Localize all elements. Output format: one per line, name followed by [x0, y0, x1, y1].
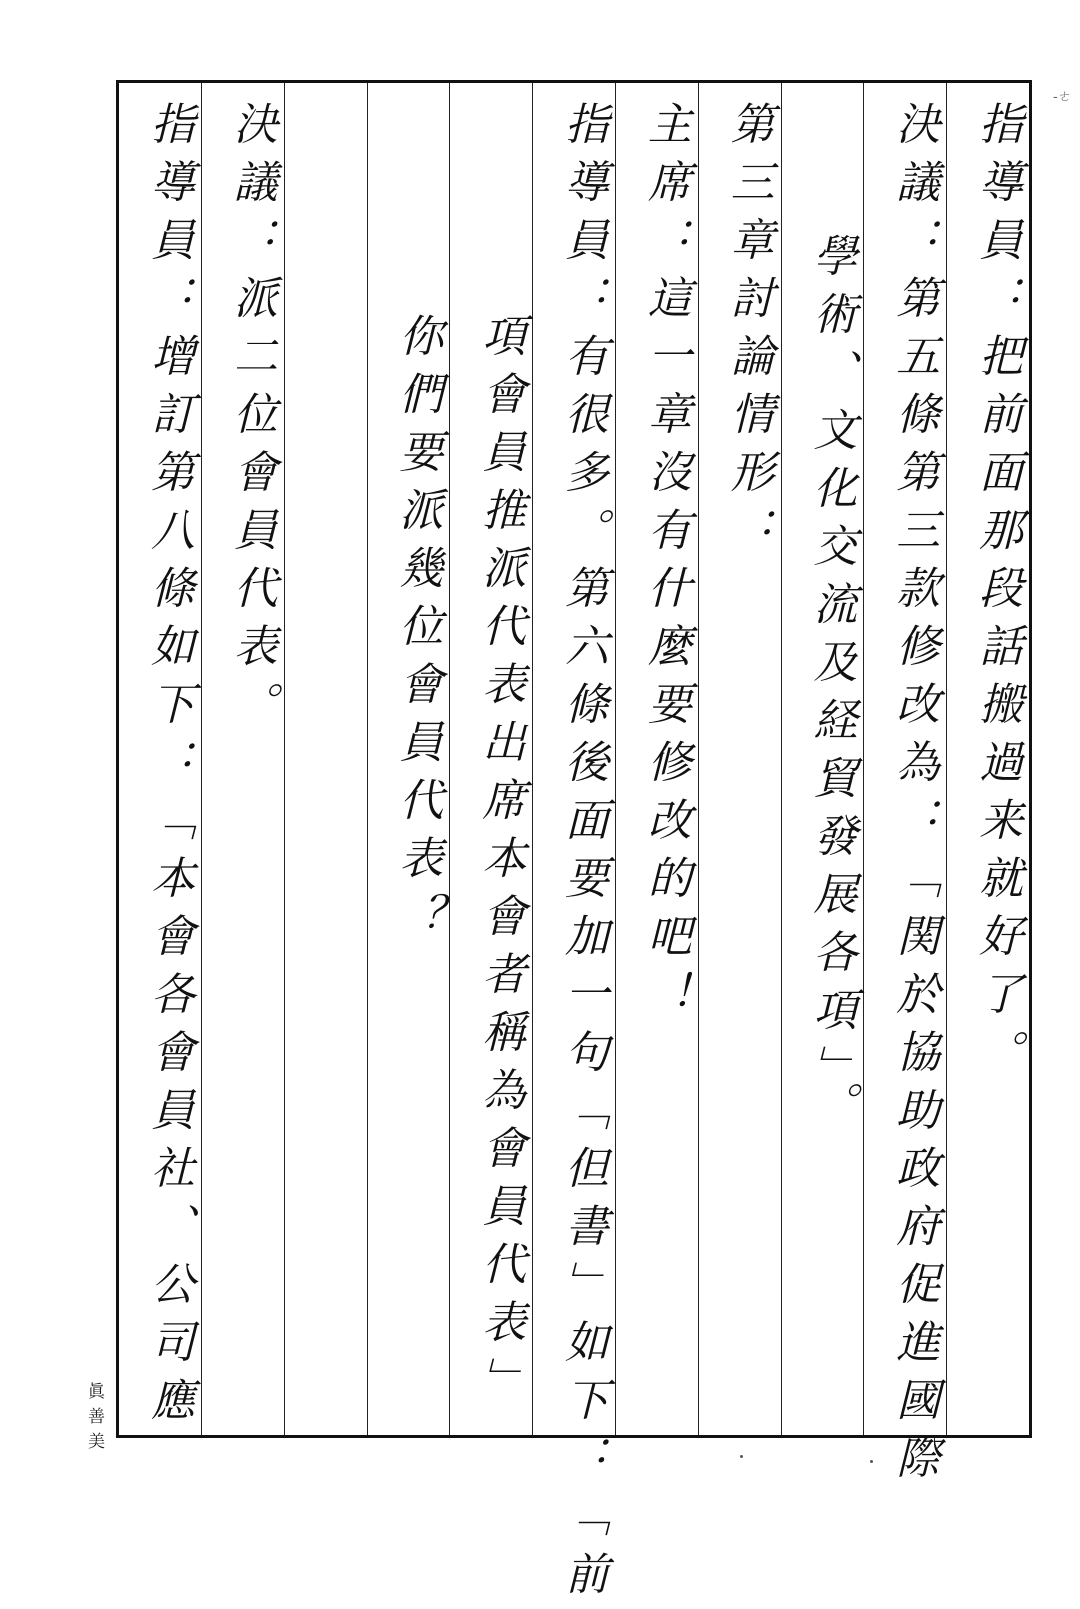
- ink-speck: [740, 1455, 743, 1458]
- handwritten-line-1: 指導員：把前面那段話搬過来就好了。: [971, 101, 1023, 1087]
- handwritten-line-7: 項會員推派代表出席本會者稱為會員代表」: [474, 313, 526, 1415]
- handwritten-line-8: 你們要派幾位會員代表？: [391, 313, 443, 951]
- manuscript-column-11: [119, 83, 201, 1435]
- manuscript-column-5: [615, 83, 698, 1435]
- manuscript-column-9: [284, 83, 367, 1435]
- handwritten-line-10: 決議：派二位會員代表。: [225, 101, 277, 739]
- handwritten-line-3: 學術、文化交流及経貿發展各項」。: [805, 233, 857, 1139]
- handwritten-line-6: 指導員：有很多。第六條後面要加一句「但書」如下：「前: [557, 101, 609, 1609]
- handwritten-line-2: 決議：第五條第三款修改為：「関於協助政府促進國際: [888, 101, 940, 1493]
- manuscript-column-2: [863, 83, 946, 1493]
- manuscript-column-7: [449, 83, 532, 1435]
- margin-label: 眞善美: [84, 1382, 104, 1457]
- corner-mark: ‐ㄜ: [1053, 89, 1072, 105]
- ink-speck: [870, 1460, 873, 1463]
- ruled-manuscript-sheet: [116, 80, 1032, 1609]
- manuscript-column-3: [781, 83, 864, 1435]
- manuscript-column-4: [698, 83, 781, 1435]
- handwritten-line-5: 主席：這一章沒有什麼要修改的吧！: [639, 101, 691, 1029]
- manuscript-column-1: [946, 83, 1029, 1435]
- handwritten-line-11: 指導員：增訂第八條如下：「本會各會員社、公司應: [142, 101, 194, 1435]
- manuscript-column-6: [532, 83, 615, 1609]
- manuscript-column-8: [367, 83, 450, 1435]
- manuscript-column-10: [201, 83, 284, 1435]
- handwritten-line-4: 第三章討論情形：: [722, 101, 774, 565]
